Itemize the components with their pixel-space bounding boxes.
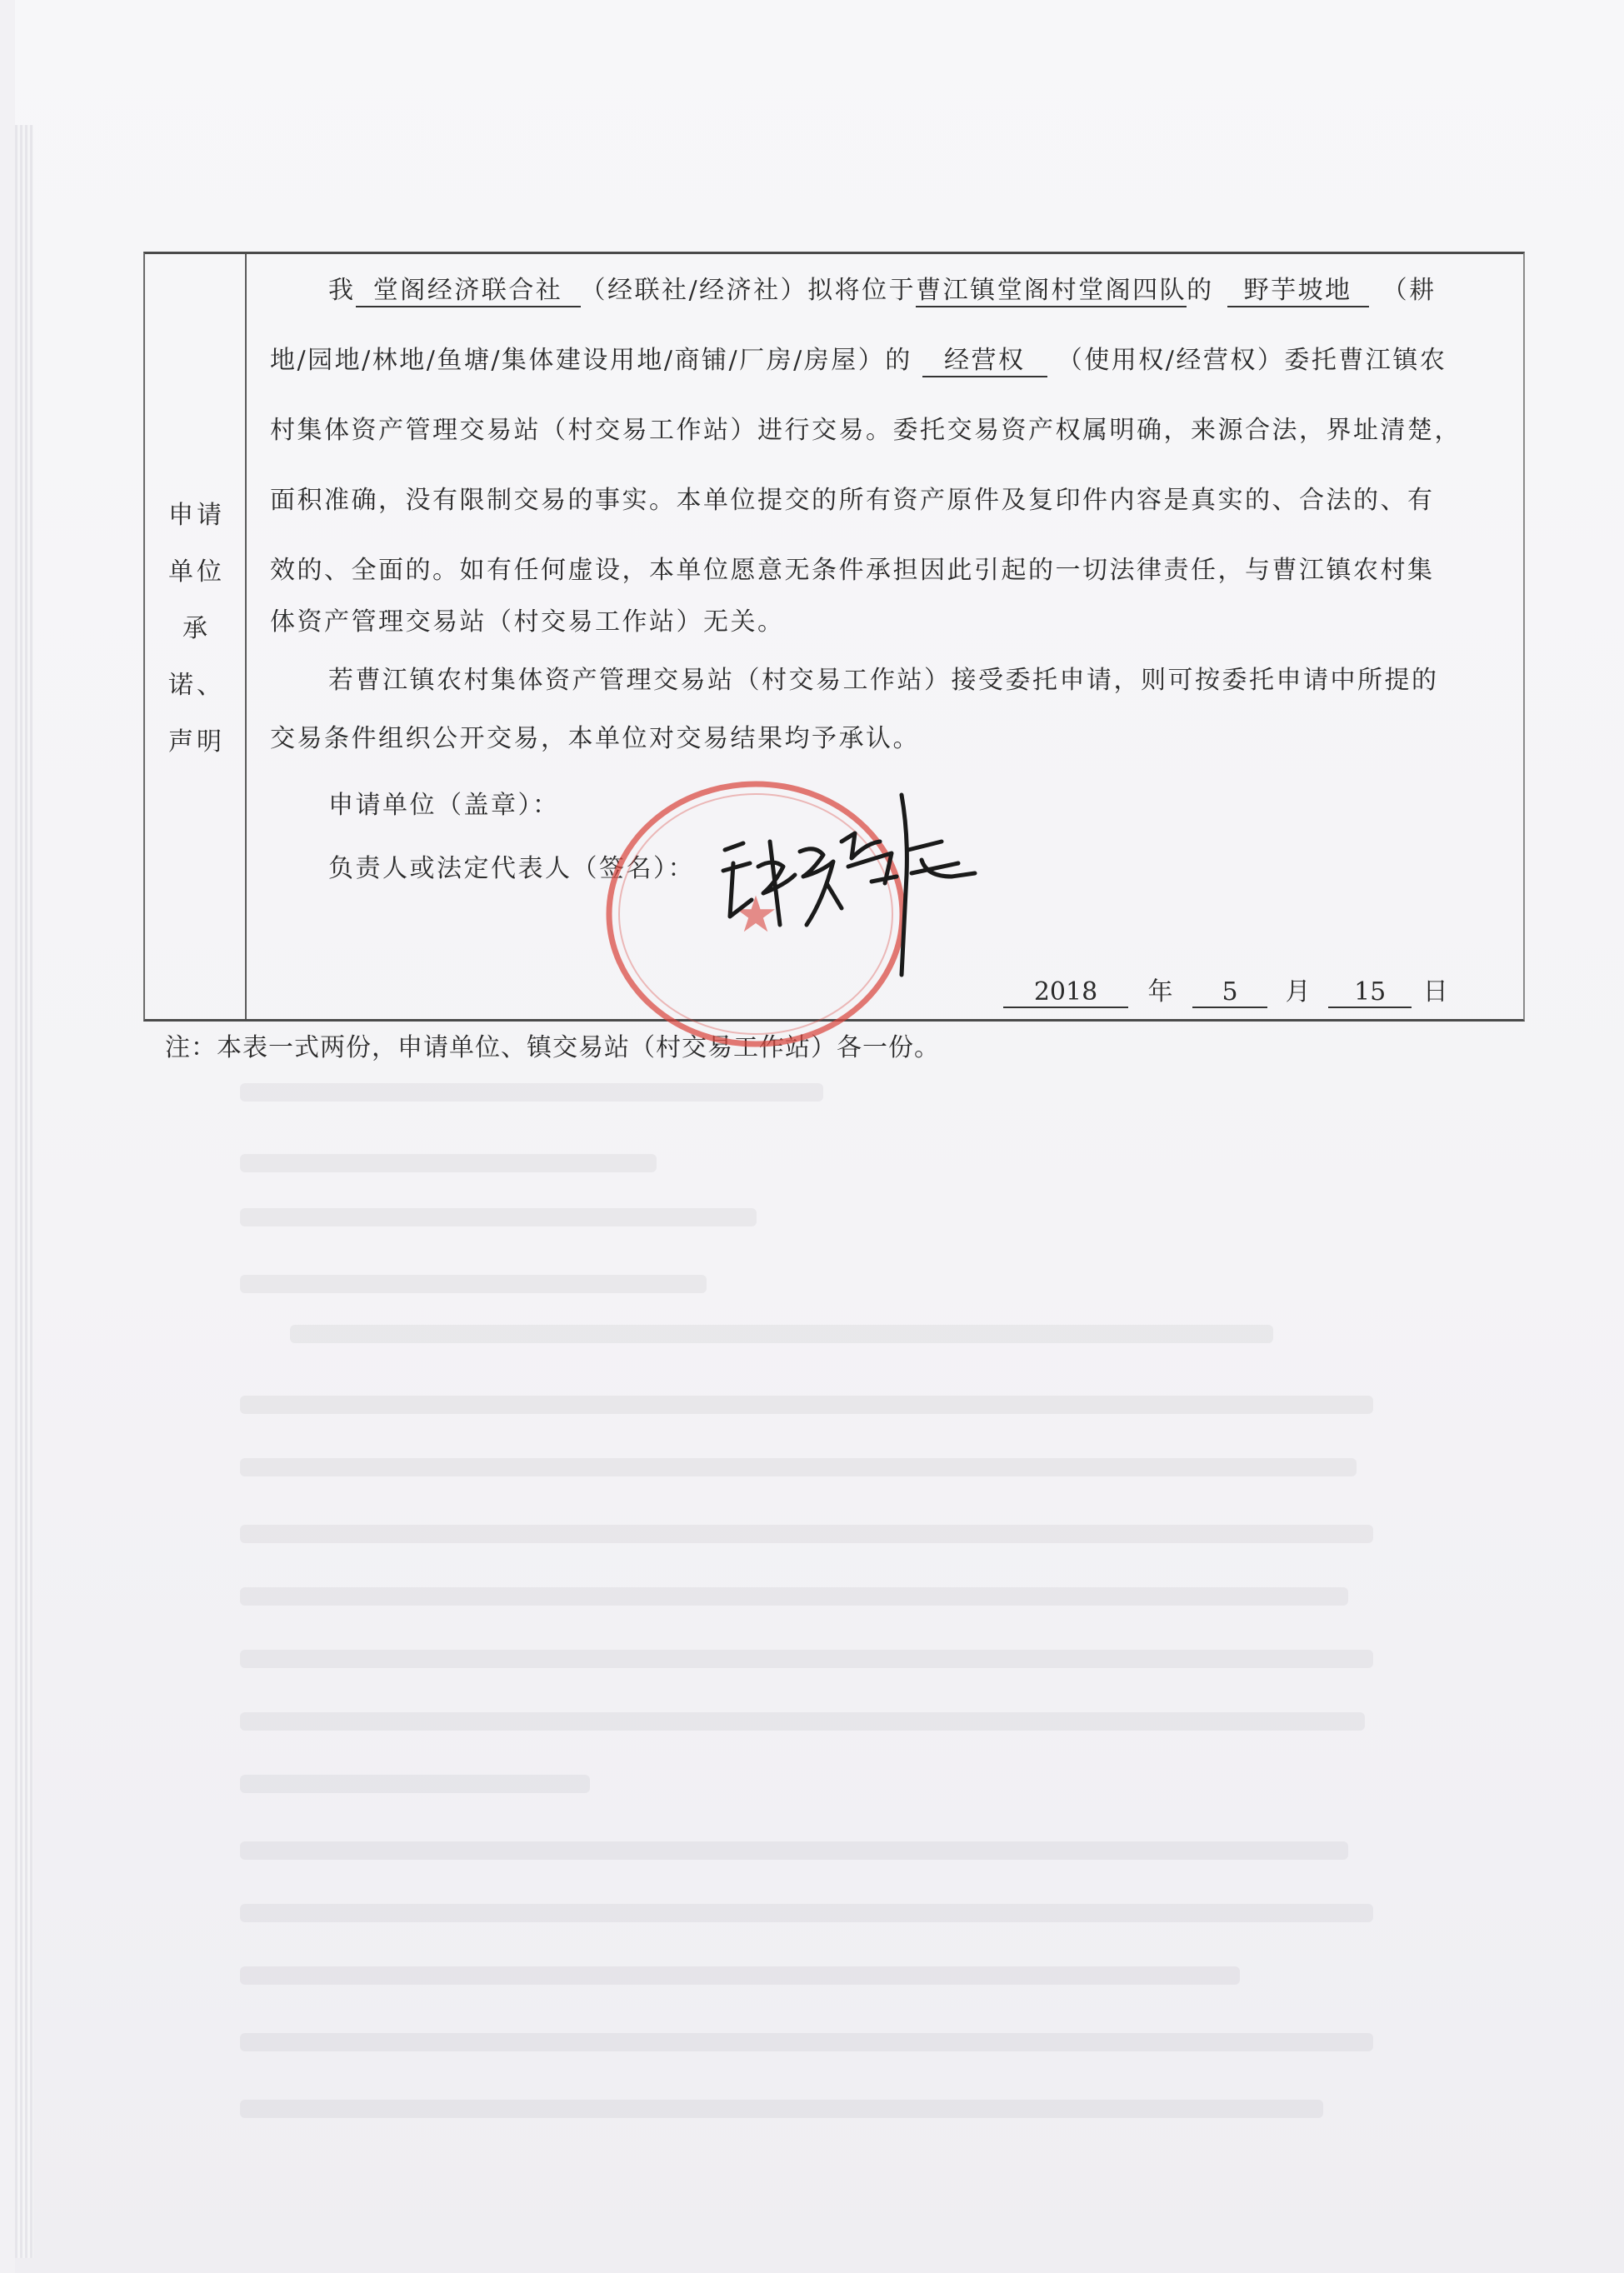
text-segment: （使用权/经营权）委托曹江镇农 xyxy=(1057,346,1447,375)
month-field: 5 xyxy=(1192,977,1267,1008)
stacked-page-edges xyxy=(15,125,33,2258)
svg-text:★: ★ xyxy=(733,886,778,944)
bleed-through-text xyxy=(240,1712,1365,1731)
year-unit: 年 xyxy=(1147,977,1173,1007)
location-field: 曹江镇堂阁村堂阁四队 xyxy=(916,269,1187,307)
text-segment: （耕 xyxy=(1382,276,1437,305)
bleed-through-text xyxy=(240,1775,590,1793)
bleed-through-text xyxy=(240,1275,707,1293)
paragraph1-line1 xyxy=(328,269,1437,307)
text-segment: 的 xyxy=(1187,276,1214,305)
paragraph1-line3: 村集体资产管理交易站（村交易工作站）进行交易。委托交易资产权属明确，来源合法，界址清楚， xyxy=(270,416,1462,445)
text-segment: 我 xyxy=(328,276,356,305)
paragraph1-line6: 体资产管理交易站（村交易工作站）无关。 xyxy=(270,607,785,637)
bleed-through-text xyxy=(240,2100,1323,2118)
text-segment: （经联社/经济社）拟将位于 xyxy=(580,276,917,305)
signature-label: 负责人或法定代表人（签名）： xyxy=(328,854,695,883)
bleed-through-text xyxy=(240,1650,1373,1668)
year-field: 2018 xyxy=(1003,977,1128,1008)
bleed-through-text xyxy=(240,1904,1373,1922)
bleed-through-text xyxy=(240,1587,1348,1606)
bleed-through-text xyxy=(240,1966,1240,1985)
bleed-through-text xyxy=(240,1841,1348,1860)
asset-name-field: 野芋坡地 xyxy=(1227,269,1369,307)
paragraph1-line2 xyxy=(270,339,1447,377)
footnote: 注：本表一式两份，申请单位、镇交易站（村交易工作站）各一份。 xyxy=(165,1033,940,1062)
day-unit: 日 xyxy=(1422,977,1448,1007)
bleed-through-text xyxy=(240,2033,1373,2051)
text-segment: 地/园地/林地/鱼塘/集体建设用地/商铺/厂房/房屋）的 xyxy=(270,346,912,375)
paragraph2-line1: 若曹江镇农村集体资产管理交易站（村交易工作站）接受委托申请，则可按委托申请中所提的 xyxy=(328,666,1439,695)
right-type-field: 经营权 xyxy=(922,339,1047,377)
paragraph2-line2: 交易条件组织公开交易，本单位对交易结果均予承认。 xyxy=(270,724,920,753)
day-field: 15 xyxy=(1328,977,1412,1008)
handwritten-signature xyxy=(708,783,1017,1008)
bleed-through-text xyxy=(240,1458,1357,1476)
side-label-cell xyxy=(145,254,247,1019)
month-unit: 月 xyxy=(1285,977,1311,1007)
paragraph1-line5: 效的、全面的。如有任何虚设，本单位愿意无条件承担因此引起的一切法律责任，与曹江镇农村集 xyxy=(270,556,1435,585)
bleed-through-text xyxy=(240,1396,1373,1414)
bleed-through-text xyxy=(240,1154,657,1172)
stamp-label: 申请单位（盖章）： xyxy=(328,791,560,820)
side-label: 申请单位承诺、声明 xyxy=(168,501,225,757)
bleed-through-text xyxy=(290,1325,1273,1343)
bleed-through-text xyxy=(240,1208,757,1226)
paragraph1-line4: 面积准确，没有限制交易的事实。本单位提交的所有资产原件及复印件内容是真实的、合法的、有 xyxy=(270,486,1435,515)
bleed-through-text xyxy=(240,1525,1373,1543)
bleed-through-text xyxy=(240,1083,823,1102)
date-line xyxy=(1003,971,1448,1008)
unit-name-field: 堂阁经济联合社 xyxy=(356,269,581,307)
